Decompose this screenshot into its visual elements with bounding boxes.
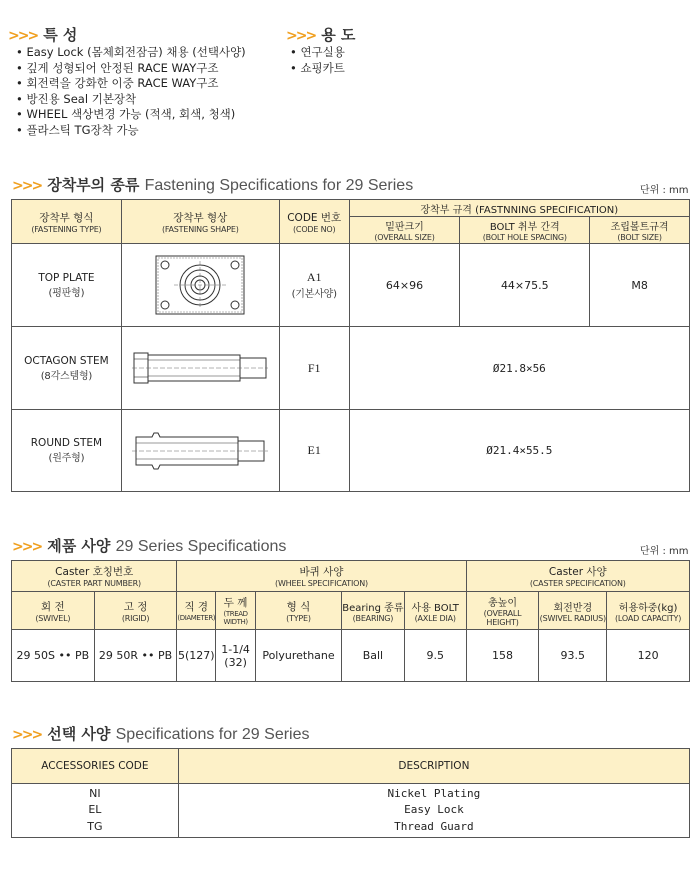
header-load-capacity: 허용하중(kg) (LOAD CAPACITY) [607, 592, 690, 630]
octagon-stem-drawing [121, 327, 279, 410]
stem-spec-cell: Ø21.8×56 [349, 327, 689, 410]
options-title-ko: 선택 사양 [47, 725, 111, 743]
usage-title: 용 도 [321, 26, 356, 44]
chevrons-icon: >>> [12, 727, 42, 743]
fastening-table [11, 199, 690, 492]
accessory-desc: Thread Guard [394, 819, 474, 833]
bolt-hole-spacing-cell: 44×75.5 [460, 244, 590, 327]
rigid-part-cell: 29 50R •• PB [94, 630, 177, 682]
product-title-ko: 제품 사양 [47, 537, 111, 555]
accessory-code: NI [89, 786, 101, 800]
features-title: 특 성 [43, 26, 78, 44]
options-heading [12, 723, 310, 744]
header-overall-size: 밑판크기 (OVERALL SIZE) [349, 217, 460, 244]
table-row [12, 410, 690, 492]
fastening-heading [12, 174, 413, 195]
chevrons-icon: >>> [286, 28, 316, 44]
accessories-desc-cell [178, 784, 689, 838]
fastening-title-en: Fastening Specifications for 29 Series [144, 177, 414, 194]
fastening-unit: 단위 : mm [640, 185, 689, 196]
load-capacity-cell: 120 [607, 630, 690, 682]
header-swivel: 회 전 (SWIVEL) [12, 592, 95, 630]
header-bolt-size: 조립볼트규격 (BOLT SIZE) [590, 217, 690, 244]
axle-dia-cell: 9.5 [404, 630, 466, 682]
list-item: • WHEEL 색상변경 가능 (적색, 회색, 청색) [16, 107, 286, 123]
chevrons-icon: >>> [12, 539, 42, 555]
product-table [11, 560, 690, 682]
header-caster-spec: Caster 사양 (CASTER SPECIFICATION) [466, 561, 689, 592]
stem-spec-cell: Ø21.4×55.5 [349, 410, 689, 492]
header-accessories-code: ACCESSORIES CODE [12, 749, 179, 784]
product-unit: 단위 : mm [640, 546, 689, 557]
accessory-code: EL [88, 803, 102, 817]
table-row [12, 327, 690, 410]
options-table [11, 748, 690, 838]
usage-heading [286, 24, 355, 45]
header-code-no: CODE 번호 (CODE NO) [279, 200, 349, 244]
code-cell: F1 [279, 327, 349, 410]
header-fastening-shape: 장착부 형상 (FASTENING SHAPE) [121, 200, 279, 244]
swivel-radius-cell: 93.5 [539, 630, 607, 682]
list-item: • Easy Lock (몸체회전잠금) 채용 (선택사양) [16, 45, 286, 61]
list-item: • 쇼핑카트 [290, 61, 450, 77]
header-caster-part-number: Caster 호칭번호 (CASTER PART NUMBER) [12, 561, 177, 592]
round-stem-drawing [121, 410, 279, 492]
wheel-type-cell: Polyurethane [256, 630, 342, 682]
header-description: DESCRIPTION [178, 749, 689, 784]
bearing-cell: Ball [341, 630, 404, 682]
fastening-title-ko: 장착부의 종류 [47, 176, 140, 194]
chevrons-icon: >>> [12, 178, 42, 194]
fastening-type-cell: ROUND STEM (원주형) [12, 410, 122, 492]
list-item: • 회전력을 강화한 이중 RACE WAY구조 [16, 76, 286, 92]
list-item: • 플라스틱 TG장착 가능 [16, 123, 286, 139]
header-axle-dia: 사용 BOLT (AXLE DIA) [404, 592, 466, 630]
header-tread-width: 두 께 (TREAD WIDTH) [216, 592, 256, 630]
header-overall-height: 총높이 (OVERALL HEIGHT) [466, 592, 539, 630]
top-plate-drawing [121, 244, 279, 327]
code-cell: E1 [279, 410, 349, 492]
code-cell: A1 (기본사양) [279, 244, 349, 327]
header-type: 형 식 (TYPE) [256, 592, 342, 630]
header-fastening-type: 장착부 형식 (FASTENING TYPE) [12, 200, 122, 244]
list-item: • 깊게 성형되어 안정된 RACE WAY구조 [16, 61, 286, 77]
header-wheel-spec: 바퀴 사양 (WHEEL SPECIFICATION) [177, 561, 466, 592]
product-title-en: 29 Series Specifications [115, 538, 287, 555]
product-heading [12, 535, 286, 556]
accessories-codes-cell [12, 784, 179, 838]
overall-size-cell: 64×96 [349, 244, 460, 327]
header-diameter: 직 경 (DIAMETER) [177, 592, 216, 630]
accessory-code: TG [87, 819, 103, 833]
features-list [16, 45, 286, 139]
chevrons-icon: >>> [8, 28, 38, 44]
options-title-en: Specifications for 29 Series [115, 726, 310, 743]
header-rigid: 고 정 (RIGID) [94, 592, 177, 630]
usage-list [290, 45, 450, 76]
accessory-desc: Easy Lock [404, 803, 464, 817]
header-swivel-radius: 회전반경 (SWIVEL RADIUS) [539, 592, 607, 630]
list-item: • 방진용 Seal 기본장착 [16, 92, 286, 108]
bolt-size-cell: M8 [590, 244, 690, 327]
diameter-cell: 5(127) [177, 630, 216, 682]
features-heading [8, 24, 77, 45]
swivel-part-cell: 29 50S •• PB [12, 630, 95, 682]
table-row [12, 630, 690, 682]
list-item: • 연구실용 [290, 45, 450, 61]
accessory-desc: Nickel Plating [387, 786, 481, 800]
table-row [12, 784, 690, 838]
fastening-type-cell: OCTAGON STEM (8각스템형) [12, 327, 122, 410]
header-bearing: Bearing 종류 (BEARING) [341, 592, 404, 630]
header-bolt-hole-spacing: BOLT 취부 간격 (BOLT HOLE SPACING) [460, 217, 590, 244]
table-row [12, 244, 690, 327]
fastening-type-cell: TOP PLATE (평판형) [12, 244, 122, 327]
header-fastening-spec: 장착부 규격 (FASTNNING SPECIFICATION) [349, 200, 689, 217]
tread-cell: 1-1/4 (32) [216, 630, 256, 682]
overall-height-cell: 158 [466, 630, 539, 682]
